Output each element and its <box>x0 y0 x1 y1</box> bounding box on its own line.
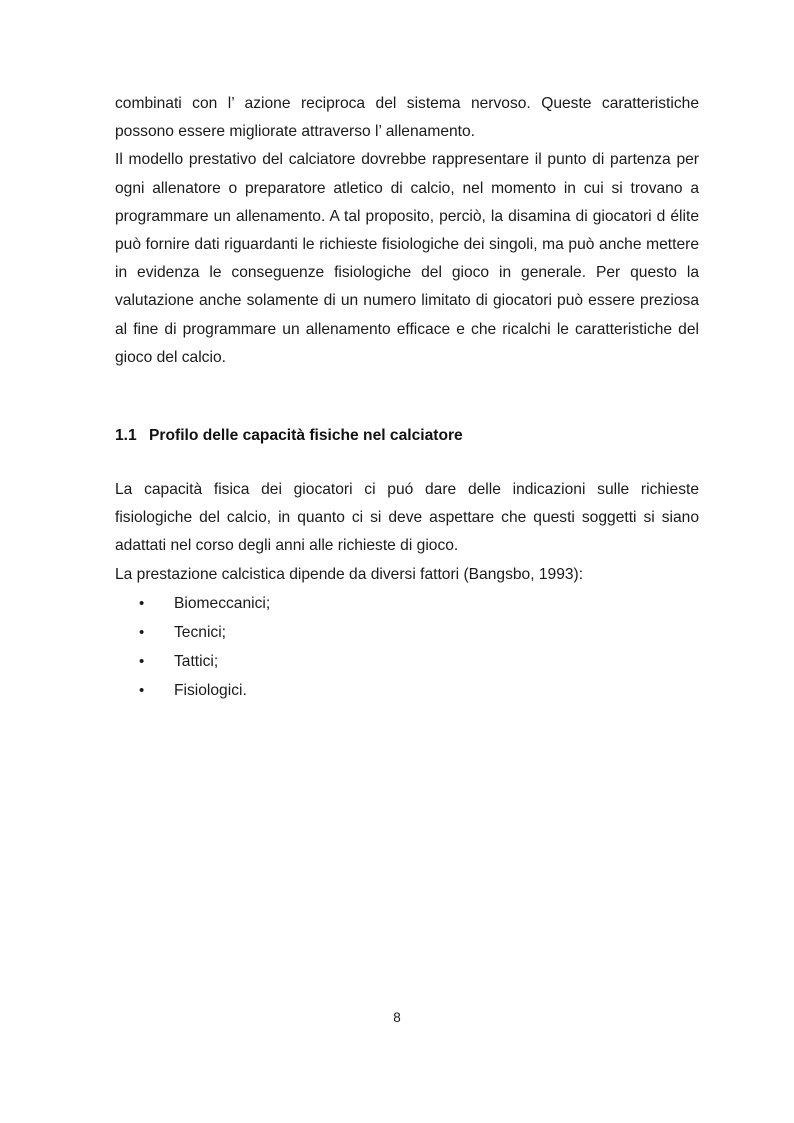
top-text-block <box>115 90 699 372</box>
paragraph-modello-prestativo: Il modello prestativo del calciatore dovrebbe rappresentare il punto di partenza per ogni allenatore o preparatore atletico di calcio, nel momento in cui si trovano a programmare un allenamento. A tal proposito, perciò, la disamina di giocatori d élite può fornire dati riguardanti le richieste fisiologiche dei singoli, ma può anche mettere in evidenza le conseguenze fisiologiche del gioco in generale. Per questo la valutazione anche solamente di un numero limitato di giocatori può essere preziosa al fine di programmare un allenamento efficace e che ricalchi le caratteristiche del gioco del calcio. <box>115 151 699 366</box>
section-number: 1.1 <box>115 427 137 444</box>
section-text-block <box>115 476 699 705</box>
list-item <box>115 676 699 705</box>
paragraph-prestazione: La prestazione calcistica dipende da diversi fattori (Bangsbo, 1993): <box>115 565 584 583</box>
paragraph-continuation: combinati con l’ azione reciproca del sistema nervoso. Queste caratteristiche possono essere migliorate attraverso l’ allenamento. <box>115 95 699 141</box>
list-item-text: Tecnici; <box>174 623 226 641</box>
list-item <box>115 589 699 618</box>
list-item-text: Tattici; <box>174 652 219 670</box>
section-title: Profilo delle capacità fisiche nel calciatore <box>149 427 463 444</box>
bullet-marker: • <box>139 623 145 641</box>
section-heading <box>115 424 463 448</box>
list-item <box>115 647 699 676</box>
list-item <box>115 618 699 647</box>
bullet-marker: • <box>139 594 145 612</box>
page-number: 8 <box>393 1010 401 1025</box>
paragraph-capacita-fisica: La capacità fisica dei giocatori ci puó dare delle indicazioni sulle richieste fisiologiche del calcio, in quanto ci si deve aspettare che questi soggetti si siano adattati nel corso degli anni alle richieste di gioco. <box>115 481 699 555</box>
factor-list <box>115 589 699 705</box>
list-item-text: Biomeccanici; <box>174 594 271 612</box>
list-item-text: Fisiologici. <box>174 681 247 699</box>
bullet-marker: • <box>139 681 145 699</box>
bullet-marker: • <box>139 652 145 670</box>
